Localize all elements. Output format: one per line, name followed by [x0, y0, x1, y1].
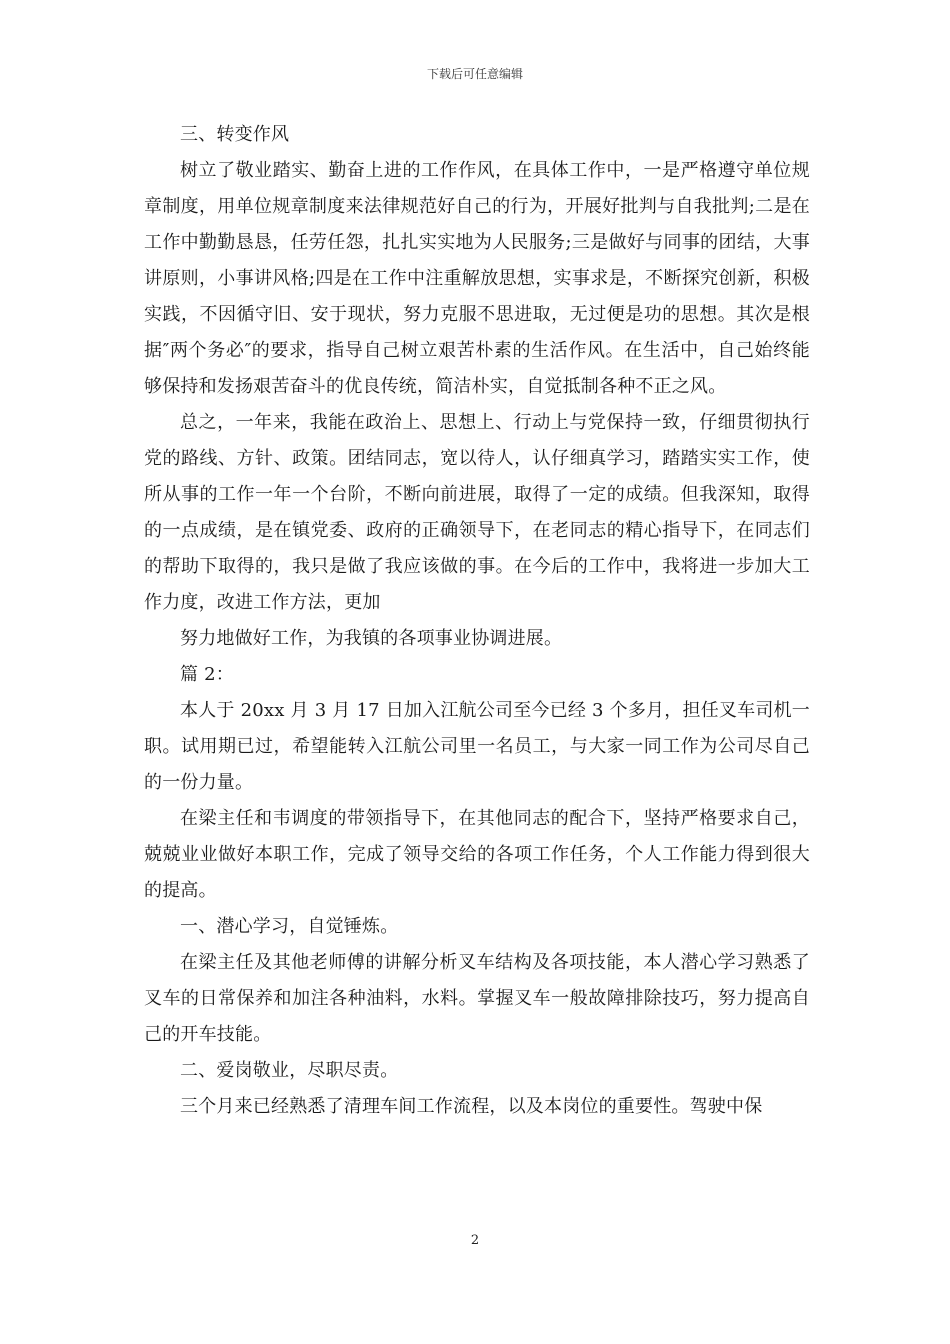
paragraph-summary: 总之，一年来，我能在政治上、思想上、行动上与党保持一致，仔细贯彻执行党的路线、方针、政策。团结同志，宽以待人，认仔细真学习，踏踏实实工作，使所从事的工作一年一个台阶，不断向前进展，取得了一定的成绩。但我深知，取得的一点成绩，是在镇党委、政府的正确领导下，在老同志的精心指导下，在同志们的帮助下取得的，我只是做了我应该做的事。在今后的工作中，我将进一步加大工作力度，改进工作方法，更加	[144, 412, 810, 613]
paragraph-study: 在梁主任及其他老师傅的讲解分析叉车结构及各项技能，本人潜心学习熟悉了叉车的日常保养和加注各种油料，水料。掌握叉车一般故障排除技巧，努力提高自己的开车技能。	[144, 952, 810, 1045]
paragraph-guidance: 在梁主任和韦调度的带领指导下，在其他同志的配合下，坚持严格要求自己，兢兢业业做好本职工作，完成了领导交给的各项工作任务，个人工作能力得到很大的提高。	[144, 808, 810, 901]
paragraph-summary-continued: 努力地做好工作，为我镇的各项事业协调进展。	[180, 628, 563, 649]
section-heading-dedication: 二、爱岗敬业，尽职尽责。	[180, 1060, 399, 1081]
page-header-note: 下载后可任意编辑	[426, 67, 523, 81]
paragraph-introduction: 本人于 20xx 月 3 月 17 日加入江航公司至今已经 3 个多月，担任叉车司机一职。试用期已过，希望能转入江航公司里一名员工，与大家一同工作为公司尽自己的一份力量。	[144, 700, 810, 793]
paragraph-work-style: 树立了敬业踏实、勤奋上进的工作作风，在具体工作中，一是严格遵守单位规章制度，用单位规章制度来法律规范好自己的行为，开展好批判与自我批判;二是在工作中勤勤恳恳，任劳任怨，扎扎实实地为人民服务;三是做好与同事的团结，大事讲原则，小事讲风格;四是在工作中注重解放思想，实事求是，不断探究创新，积极实践，不因循守旧、安于现状，努力克服不思进取，无过便是功的思想。其次是根据″两个务必″的要求，指导自己树立艰苦朴素的生活作风。在生活中，自己始终能够保持和发扬艰苦奋斗的优良传统，简洁朴实，自觉抵制各种不正之风。	[144, 160, 810, 397]
document-body	[144, 117, 810, 1125]
page-number: 2	[470, 1233, 480, 1248]
section-heading-transform-style: 三、转变作风	[180, 124, 290, 145]
section-heading-study: 一、潜心学习，自觉锤炼。	[180, 916, 399, 937]
article-2-heading: 篇 2：	[180, 664, 234, 685]
paragraph-dedication: 三个月来已经熟悉了清理车间工作流程，以及本岗位的重要性。驾驶中保	[180, 1096, 763, 1117]
